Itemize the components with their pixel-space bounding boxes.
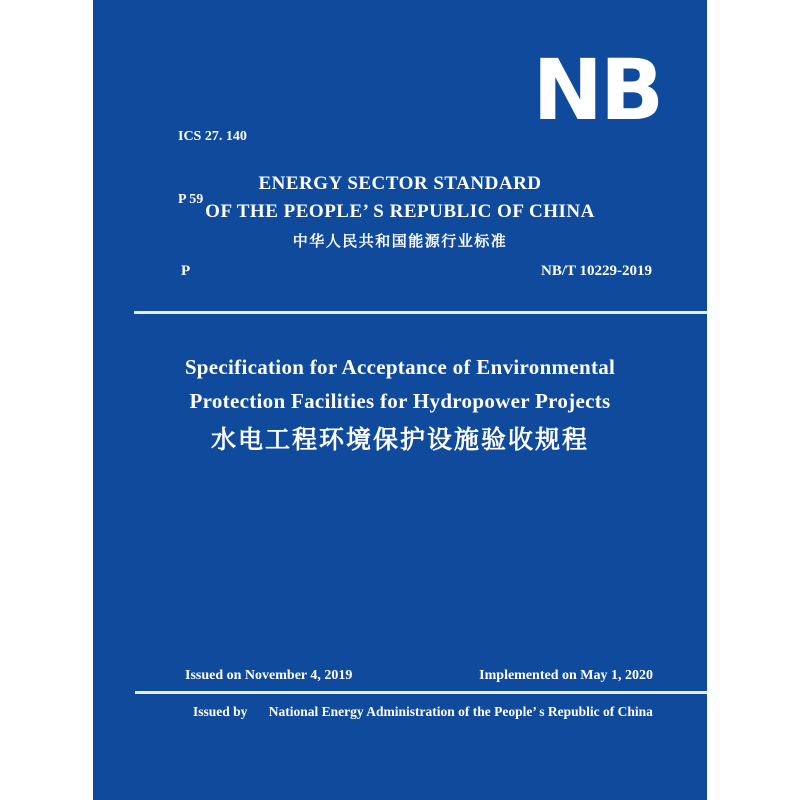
title-zh: 水电工程环境保护设施验收规程	[210, 427, 589, 454]
implemented-on-date: Implemented on May 1, 2020	[479, 668, 653, 683]
top-divider-rule	[134, 311, 707, 314]
title-en-line2: Protection Facilities for Hydropower Projects	[189, 389, 611, 413]
bottom-divider-rule	[135, 691, 707, 694]
doc-class-code: P	[181, 263, 191, 279]
title-block	[93, 350, 707, 460]
ics-code: ICS 27. 140	[178, 129, 247, 144]
dates-row	[185, 666, 653, 686]
cover-page	[93, 0, 707, 800]
issuer-row	[193, 702, 667, 722]
title-en-line1: Specification for Acceptance of Environmental	[184, 355, 616, 379]
standard-header-en-line1: ENERGY SECTOR STANDARD	[258, 173, 542, 194]
codes-row	[181, 261, 652, 281]
class-code: P 59	[178, 192, 204, 207]
standard-header-en-line2: OF THE PEOPLE’ S REPUBLIC OF CHINA	[205, 201, 595, 222]
standard-number: NB/T 10229-2019	[541, 263, 652, 279]
issued-on-date: Issued on November 4, 2019	[185, 668, 353, 683]
standard-header-zh: 中华人民共和国能源行业标准	[292, 232, 508, 250]
issued-by-value: National Energy Administration of the People’ s Republic of China	[268, 704, 653, 719]
nb-logo: NB	[532, 41, 661, 139]
standard-header	[93, 170, 707, 254]
issued-by-label: Issued by	[193, 704, 248, 719]
